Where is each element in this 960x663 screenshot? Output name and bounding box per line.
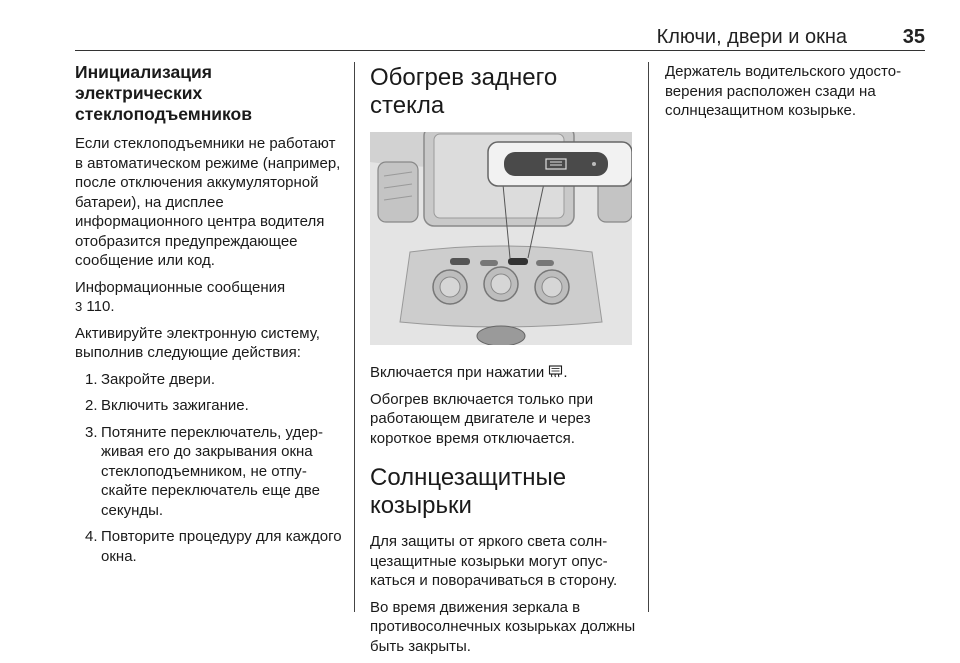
- column-divider: [648, 62, 649, 612]
- column-divider: [354, 62, 355, 612]
- paragraph: Если стеклоподъемники не работают в автоматическом режиме (например, после отключения аккумуляторной батареи), на дисплее информационного центра водителя отобразится предупреждающее сообщение или код.: [75, 135, 341, 269]
- page-header: [75, 22, 925, 51]
- paragraph: Во время движения зеркала в противосолнечных козырьках должны быть закрыты.: [370, 598, 636, 655]
- section-title-rear-defrost: Обогрев заднего стекла: [370, 64, 558, 119]
- list-item: 4. Повторите процедуру для каждого окна.: [85, 528, 342, 565]
- paragraph-defrost-activation: Включается при нажатии .: [370, 364, 568, 381]
- paragraph: Обогрев включается только при работающем двигателе и через короткое время отключается.: [370, 390, 594, 447]
- reference-page-link[interactable]: 110.: [86, 298, 115, 315]
- list-item: 1. Закройте двери.: [85, 370, 216, 388]
- paragraph-reference: Информационные сообщения 3 110.: [75, 278, 286, 315]
- rear-window-defrost-icon: [548, 364, 563, 379]
- reference-arrow-icon: 3: [75, 299, 83, 314]
- paragraph: Для защиты от яркого света солнцезащитные козырьки могут опускаться и поворачиваться в сторону.: [370, 533, 618, 589]
- steps-list: [75, 370, 343, 567]
- paragraph: Активируйте электронную систему, выполнив следующие действия:: [75, 324, 320, 361]
- section-title-sun-visors: Солнцезащитные козырьки: [370, 464, 567, 519]
- dashboard-illustration: [370, 132, 632, 345]
- section-heading-window-init: Инициализация электрических стеклоподъемников: [75, 62, 252, 124]
- column-right: [665, 62, 927, 128]
- column-middle: [370, 62, 638, 663]
- paragraph: Держатель водительского удостоверения расположен сзади на солнцезащитном козырьке.: [665, 63, 902, 119]
- list-item: 2. Включить зажигание.: [85, 397, 249, 414]
- list-item: 3. Потяните переключатель, удерживая его до закрывания окна стеклоподъемником, не отпускайте переключатель еще две секунды.: [85, 423, 323, 519]
- chapter-title: Ключи, двери и окна: [656, 26, 847, 48]
- column-left: [75, 62, 343, 573]
- page-number: 35: [902, 26, 925, 48]
